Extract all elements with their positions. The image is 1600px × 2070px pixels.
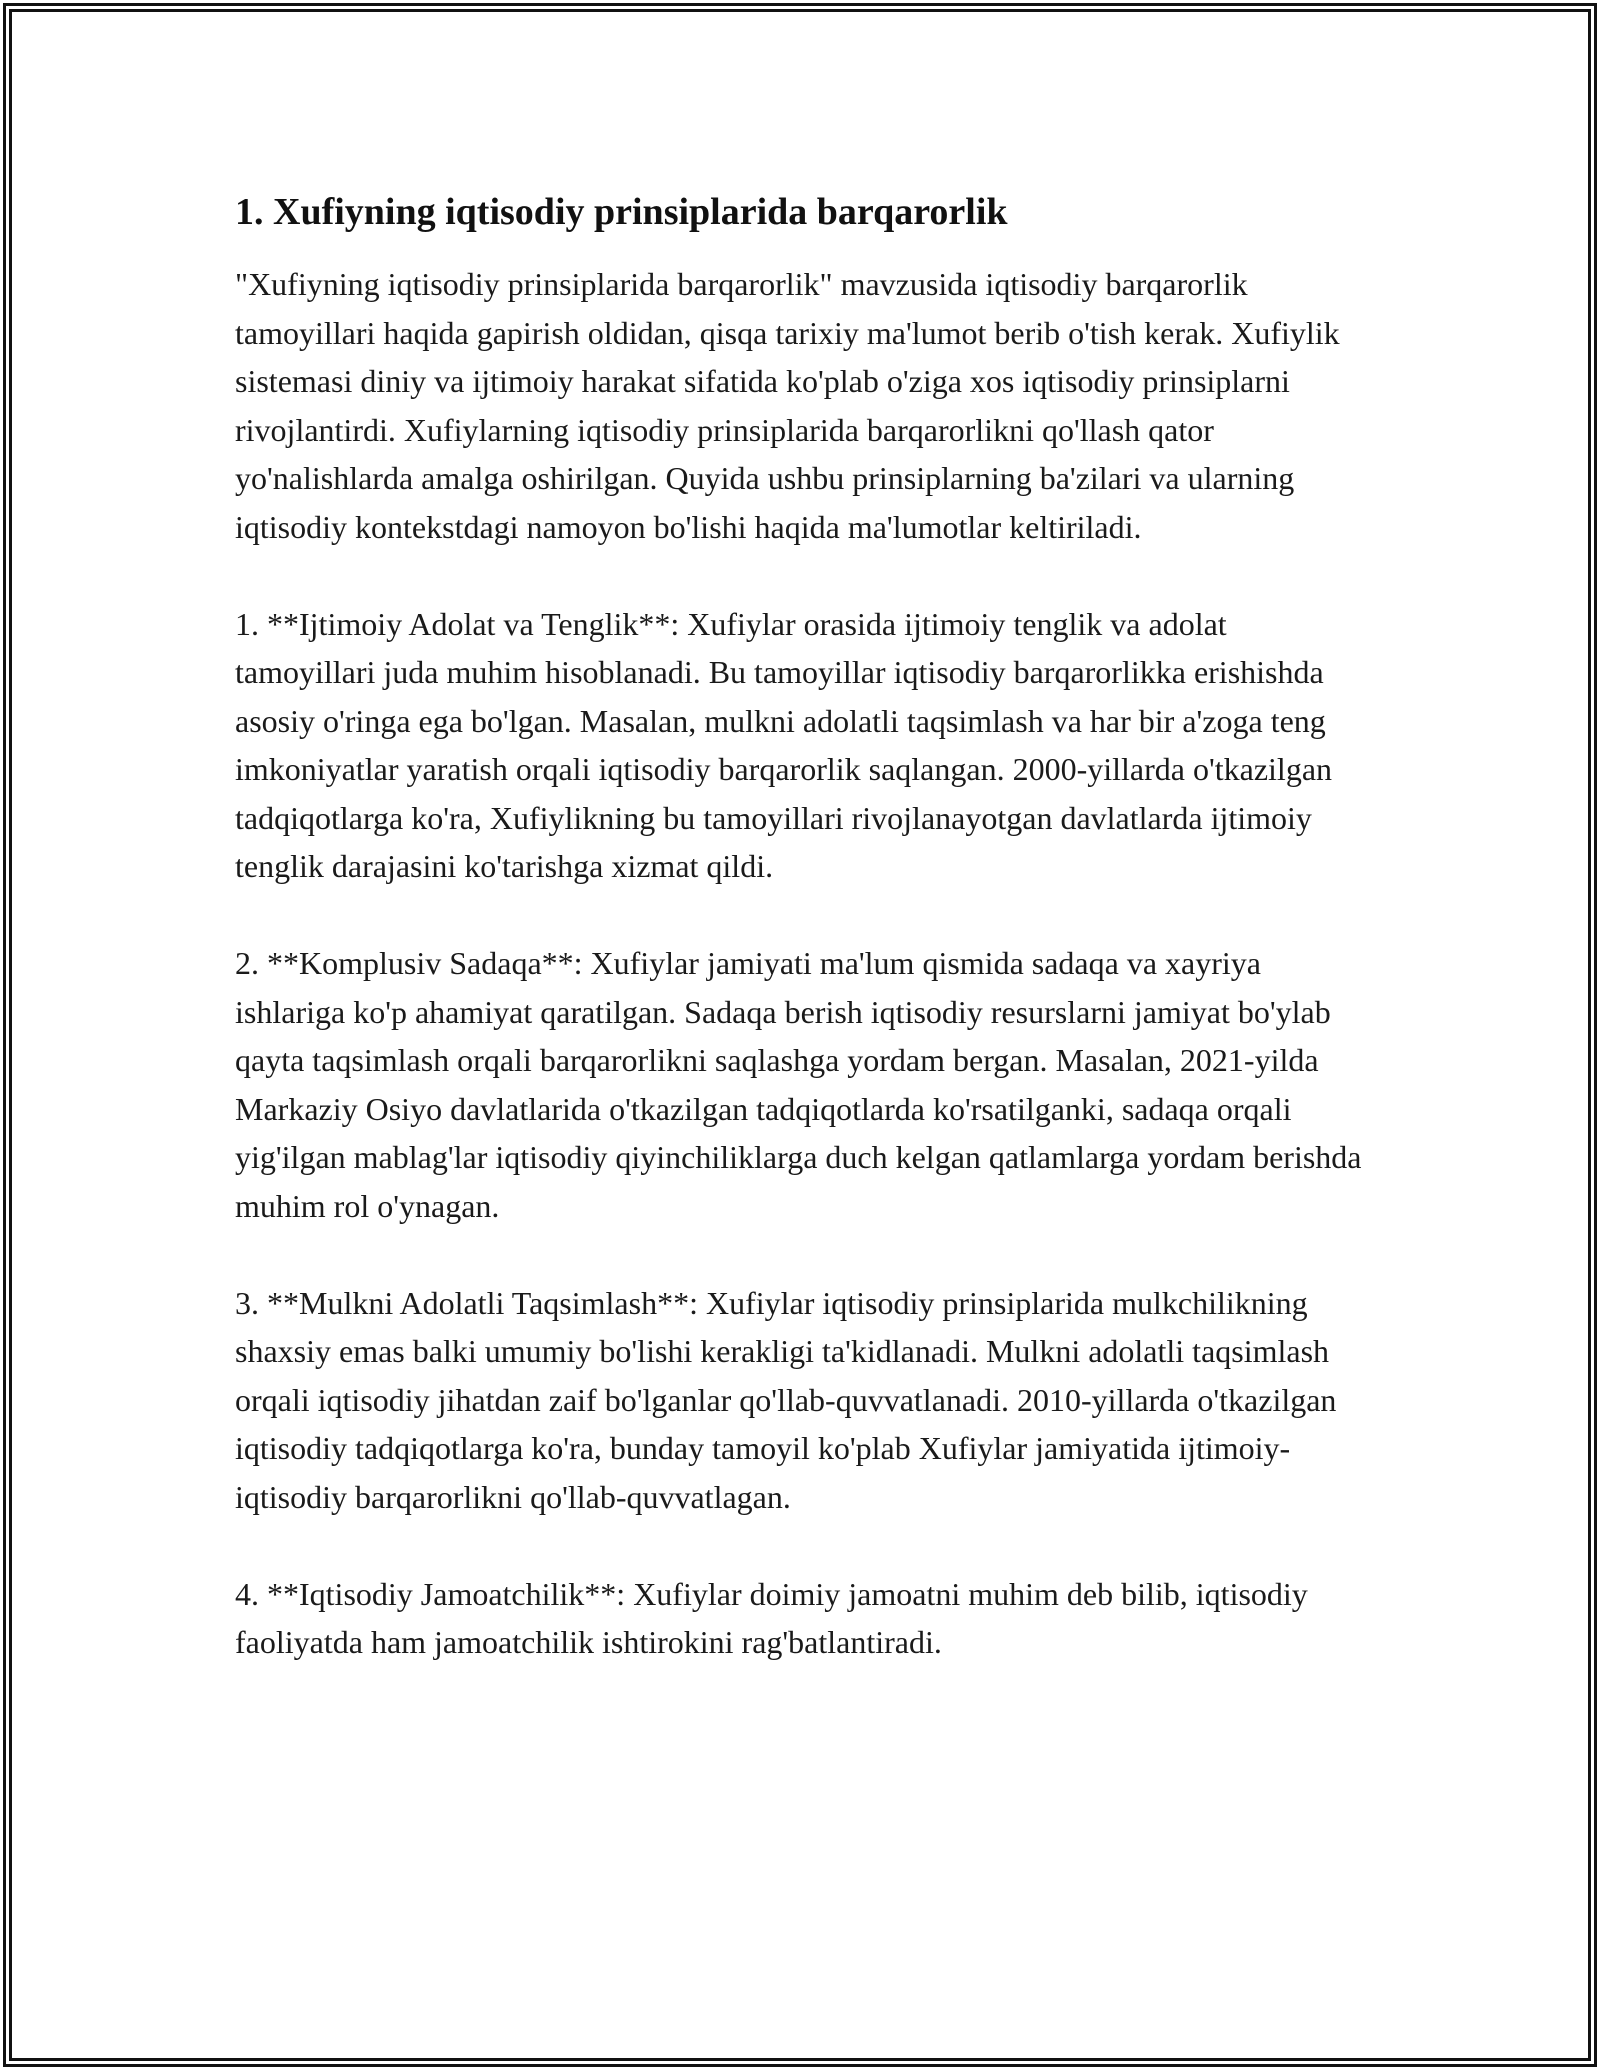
intro-paragraph: "Xufiyning iqtisodiy prinsiplarida barqarorlik" mavzusida iqtisodiy barqarorlik tamoyillari haqida gapirish oldidan, qisqa tarixiy ma'lumot berib o'tish kerak. Xufiylik sistemasi diniy va ijtimoiy harakat sifatida ko'plab o'ziga xos iqtisodiy prinsiplarni rivojlantirdi. Xufiylarning iqtisodiy prinsiplarida barqarorlikni qo'llash qator yo'nalishlarda amalga oshirilgan. Quyida ushbu prinsiplarning ba'zilari va ularning iqtisodiy kontekstdagi namoyon bo'lishi haqida ma'lumotlar keltiriladi. bbox=[235, 266, 1340, 545]
principle-economic-community-paragraph: 4. **Iqtisodiy Jamoatchilik**: Xufiylar doimiy jamoatni muhim deb bilib, iqtisodiy faoliyatda ham jamoatchilik ishtirokini rag'batlantiradi. bbox=[235, 1575, 1308, 1660]
principle-property-distribution-paragraph: 3. **Mulkni Adolatli Taqsimlash**: Xufiylar iqtisodiy prinsiplarida mulkchilikning shaxsiy emas balki umumiy bo'lishi kerakligi ta'kidlanadi. Mulkni adolatli taqsimlash orqali iqtisodiy jihatdan zaif bo'lganlar qo'llab-quvvatlanadi. 2010-yillarda o'tkazilgan iqtisodiy tadqiqotlarga ko'ra, bunday tamoyil ko'plab Xufiylar jamiyatida ijtimoiy-iqtisodiy barqarorlikni qo'llab-quvvatlagan. bbox=[235, 1284, 1337, 1515]
principle-charity-paragraph: 2. **Komplusiv Sadaqa**: Xufiylar jamiyati ma'lum qismida sadaqa va xayriya ishlariga ko'p ahamiyat qaratilgan. Sadaqa berish iqtisodiy resurslarni jamiyat bo'ylab qayta taqsimlash orqali barqarorlikni saqlashga yordam bergan. Masalan, 2021-yilda Markaziy Osiyo davlatlarida o'tkazilgan tadqiqotlarda ko'rsatilganki, sadaqa orqali yig'ilgan mablag'lar iqtisodiy qiyinchiliklarga duch kelgan qatlamlarga yordam berishda muhim rol o'ynagan. bbox=[235, 945, 1362, 1224]
section-heading: 1. Xufiyning iqtisodiy prinsiplarida barqarorlik bbox=[235, 191, 1008, 233]
principle-social-justice-paragraph: 1. **Ijtimoiy Adolat va Tenglik**: Xufiylar orasida ijtimoiy tenglik va adolat tamoyillari juda muhim hisoblanadi. Bu tamoyillar iqtisodiy barqarorlikka erishishda asosiy o'ringa ega bo'lgan. Masalan, mulkni adolatli taqsimlash va har bir a'zoga teng imkoniyatlar yaratish orqali iqtisodiy barqarorlik saqlangan. 2000-yillarda o'tkazilgan tadqiqotlarga ko'ra, Xufiylikning bu tamoyillari rivojlanayotgan davlatlarda ijtimoiy tenglik darajasini ko'tarishga xizmat qildi. bbox=[235, 605, 1333, 884]
document-body bbox=[235, 188, 1375, 1715]
